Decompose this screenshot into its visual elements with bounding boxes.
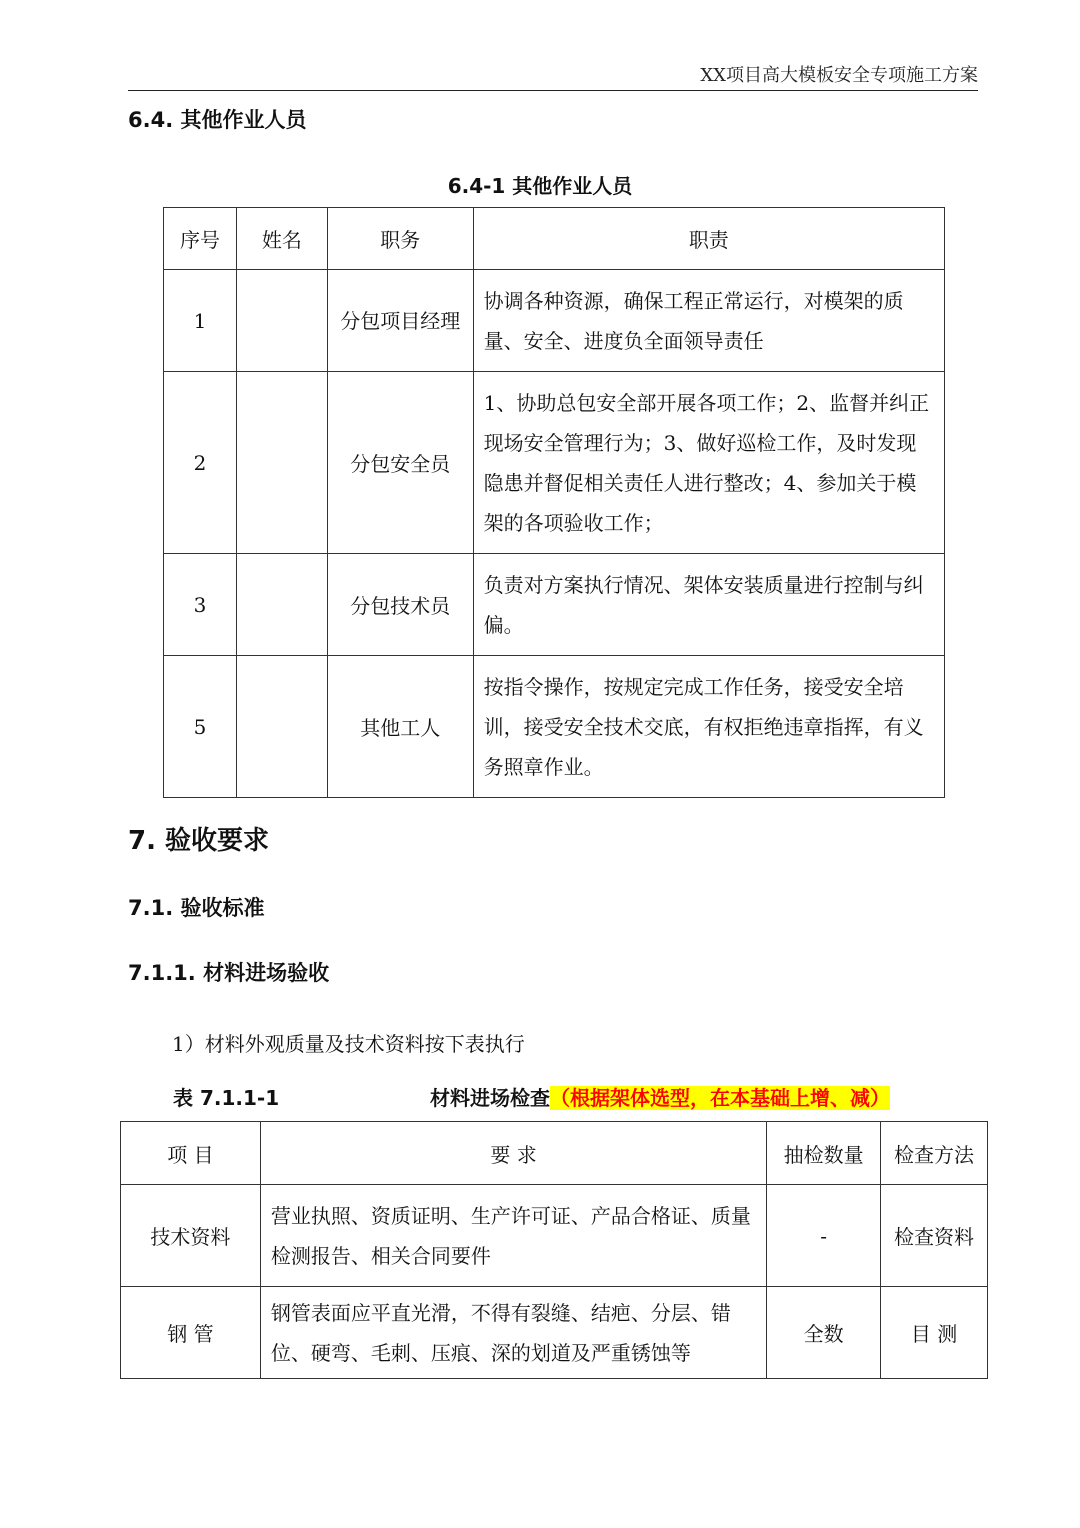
page-header xyxy=(128,62,978,91)
row-item: 钢 管 xyxy=(121,1287,261,1379)
table-title-text: 材料进场检查 xyxy=(430,1086,550,1110)
row-requirement: 钢管表面应平直光滑，不得有裂缝、结疤、分层、错位、硬弯、毛刺、压痕、深的划道及严重锈蚀等 xyxy=(260,1287,766,1379)
document-title: XX项目高大模板安全专项施工方案 xyxy=(700,65,978,86)
section-heading-7-1: 7.1. 验收标准 xyxy=(128,896,265,920)
row-post: 分包项目经理 xyxy=(327,270,473,372)
row-name xyxy=(236,656,327,798)
row-name xyxy=(236,372,327,554)
materials-table xyxy=(120,1121,988,1379)
table-title-note: （根据架体选型，在本基础上增、减） xyxy=(550,1086,890,1110)
row-requirement: 营业执照、资质证明、生产许可证、产品合格证、质量检测报告、相关合同要件 xyxy=(260,1185,766,1287)
table-row xyxy=(164,270,945,372)
row-post: 分包安全员 xyxy=(327,372,473,554)
header-item: 项 目 xyxy=(121,1122,261,1185)
table-caption: 6.4-1 其他作业人员 xyxy=(447,174,633,198)
section-heading-6-4: 6.4. 其他作业人员 xyxy=(128,108,307,132)
row-duty: 负责对方案执行情况、架体安装质量进行控制与纠偏。 xyxy=(473,554,944,656)
row-duty: 1、协助总包安全部开展各项工作；2、监督并纠正现场安全管理行为；3、做好巡检工作，及时发现隐患并督促相关责任人进行整改；4、参加关于模架的各项验收工作； xyxy=(473,372,944,554)
table-header-row xyxy=(164,208,945,270)
row-method: 检查资料 xyxy=(881,1185,988,1287)
row-duty: 按指令操作，按规定完成工作任务，接受安全培训，接受安全技术交底，有权拒绝违章指挥，有义务照章作业。 xyxy=(473,656,944,798)
row-no: 3 xyxy=(164,554,237,656)
paragraph-materials: 1）材料外观质量及技术资料按下表执行 xyxy=(172,1032,525,1056)
row-item: 技术资料 xyxy=(121,1185,261,1287)
table-row xyxy=(164,656,945,798)
row-no: 1 xyxy=(164,270,237,372)
row-post: 分包技术员 xyxy=(327,554,473,656)
section-heading-7: 7. 验收要求 xyxy=(128,826,270,856)
table-label: 表 7.1.1-1 xyxy=(173,1086,280,1110)
row-method: 目 测 xyxy=(881,1287,988,1379)
section-heading-7-1-1: 7.1.1. 材料进场验收 xyxy=(128,961,330,985)
row-post: 其他工人 xyxy=(327,656,473,798)
table-header-row xyxy=(121,1122,988,1185)
header-method: 检查方法 xyxy=(881,1122,988,1185)
table-row xyxy=(164,554,945,656)
header-no: 序号 xyxy=(164,208,237,270)
row-sample-qty: - xyxy=(767,1185,881,1287)
table-row xyxy=(121,1287,988,1379)
table-title xyxy=(430,1082,890,1111)
row-duty: 协调各种资源，确保工程正常运行，对模架的质量、安全、进度负全面领导责任 xyxy=(473,270,944,372)
header-name: 姓名 xyxy=(236,208,327,270)
table-row xyxy=(121,1185,988,1287)
header-post: 职务 xyxy=(327,208,473,270)
header-duty: 职责 xyxy=(473,208,944,270)
table-row xyxy=(164,372,945,554)
header-sample-qty: 抽检数量 xyxy=(767,1122,881,1185)
row-name xyxy=(236,270,327,372)
personnel-table xyxy=(163,207,945,798)
row-no: 5 xyxy=(164,656,237,798)
row-name xyxy=(236,554,327,656)
header-requirement: 要 求 xyxy=(260,1122,766,1185)
row-no: 2 xyxy=(164,372,237,554)
row-sample-qty: 全数 xyxy=(767,1287,881,1379)
